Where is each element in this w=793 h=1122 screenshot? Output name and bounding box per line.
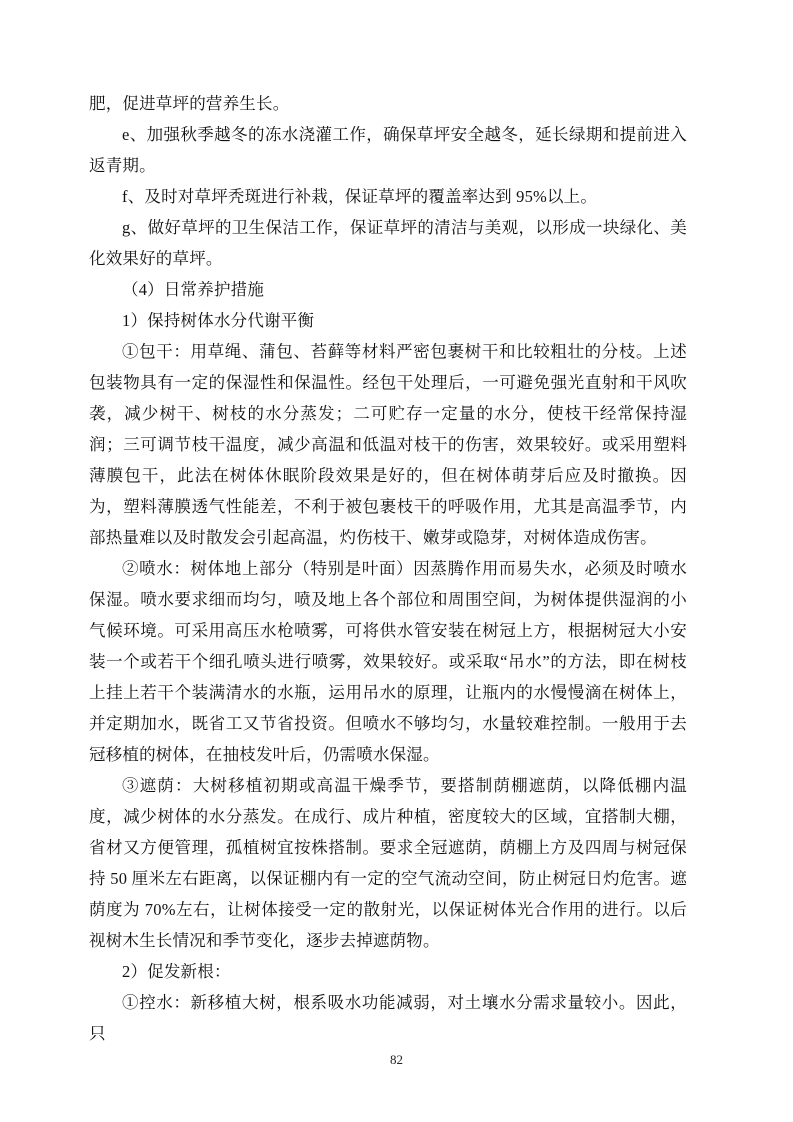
page-number: 82 — [390, 1052, 403, 1067]
paragraph: 1）保持树体水分代谢平衡 — [122, 311, 315, 330]
page-footer — [0, 1051, 793, 1069]
paragraph: 肥，促进草坪的营养生长。 — [89, 94, 290, 113]
paragraph: ①包干：用草绳、蒲包、苔藓等材料严密包裹树干和比较粗壮的分枝。上述包装物具有一定的保湿性和保温性。经包干处理后，一可避免强光直射和干风吹袭，减少树干、树枝的水分蒸发；二可贮存一定量的水分，使枝干经常保持湿润；三可调节枝干温度，减少高温和低温对枝干的伤害，效果较好。或采用塑料薄膜包干，此法在树体休眠阶段效果是好的，但在树体萌芽后应及时撤换。因为，塑料薄膜透气性能差，不利于被包裹枝干的呼吸作用，尤其是高温季节，内部热量难以及时散发会引起高温，灼伤枝干、嫩芽或隐芽，对树体造成伤害。 — [89, 342, 687, 547]
paragraph: f、及时对草坪秃斑进行补栽，保证草坪的覆盖率达到 95%以上。 — [122, 187, 598, 206]
paragraph: g、做好草坪的卫生保洁工作，保证草坪的清洁与美观，以形成一块绿化、美化效果好的草坪。 — [89, 218, 687, 268]
paragraph: （4）日常养护措施 — [122, 280, 265, 299]
page-content — [89, 88, 687, 1049]
paragraph: ②喷水：树体地上部分（特别是叶面）因蒸腾作用而易失水，必须及时喷水保湿。喷水要求细而均匀，喷及地上各个部位和周围空间，为树体提供湿润的小气候环境。可采用高压水枪喷雾，可将供水管安装在树冠上方，根据树冠大小安装一个或若干个细孔喷头进行喷雾，效果较好。或采取“吊水”的方法，即在树枝上挂上若干个装满清水的水瓶，运用吊水的原理，让瓶内的水慢慢滴在树体上，并定期加水，既省工又节省投资。但喷水不够均匀，水量较难控制。一般用于去冠移植的树体，在抽枝发叶后，仍需喷水保湿。 — [89, 559, 687, 764]
paragraph: 2）促发新根： — [122, 962, 231, 981]
paragraph: e、加强秋季越冬的冻水浇灌工作，确保草坪安全越冬，延长绿期和提前进入返青期。 — [89, 125, 687, 175]
paragraph: ①控水：新移植大树，根系吸水功能减弱，对土壤水分需求量较小。因此，只 — [89, 993, 687, 1043]
paragraph: ③遮荫：大树移植初期或高温干燥季节，要搭制荫棚遮荫，以降低棚内温度，减少树体的水分蒸发。在成行、成片种植，密度较大的区域，宜搭制大棚，省材又方便管理，孤植树宜按株搭制。要求全冠遮荫，荫棚上方及四周与树冠保持 50 厘米左右距离，以保证棚内有一定的空气流动空间，防止树冠日灼危害。遮荫度为 70%左右，让树体接受一定的散射光，以保证树体光合作用的进行。以后视树木生长情况和季节变化，逐步去掉遮荫物。 — [89, 776, 687, 950]
